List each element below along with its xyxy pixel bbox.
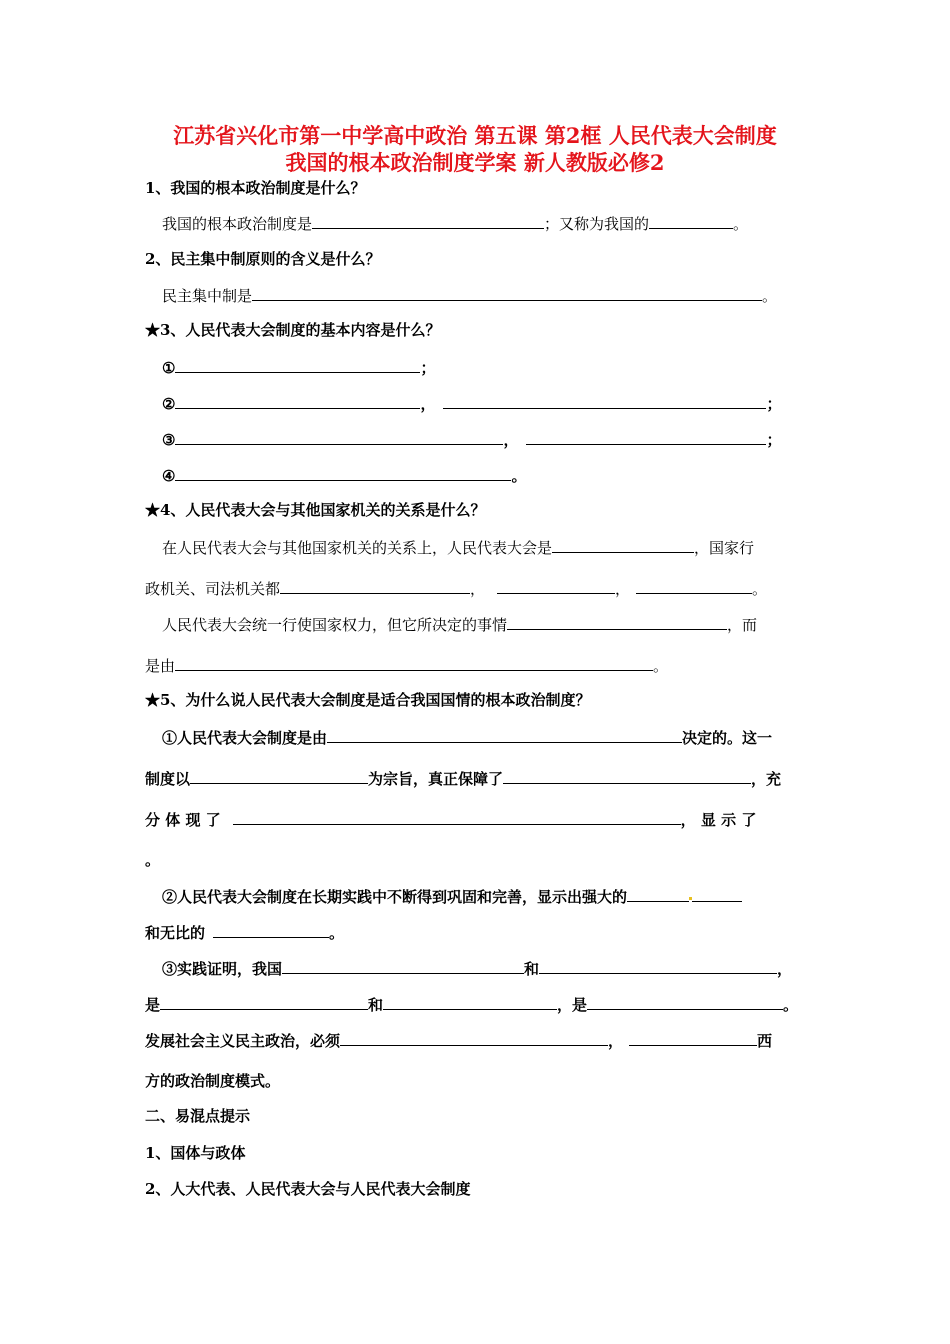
- punct: 。: [653, 657, 669, 675]
- blank-field[interactable]: [175, 357, 420, 373]
- punct: 。: [752, 580, 768, 598]
- blank-field[interactable]: [507, 614, 727, 630]
- answer-text: ，国家行: [694, 539, 755, 557]
- answer-text: 我国的根本政治制度是: [162, 215, 313, 233]
- answer-line-1: [162, 213, 748, 234]
- q5-line-9: [145, 1030, 772, 1051]
- blank-field[interactable]: [636, 578, 752, 594]
- answer-line-2: [162, 285, 777, 306]
- answer-text: ，是: [557, 996, 588, 1014]
- q5-line-5: [162, 886, 742, 907]
- blank-field[interactable]: [497, 578, 615, 594]
- q5-line-4: 。: [145, 851, 161, 869]
- punct: ，: [420, 395, 436, 413]
- answer-text: 民主集中制是: [162, 287, 253, 305]
- punct: ，: [503, 431, 519, 449]
- answer-text: 在人民代表大会与其他国家机关的关系上，人民代表大会是: [162, 539, 553, 557]
- answer-text: ，而: [727, 616, 758, 634]
- blank-field[interactable]: [190, 768, 368, 784]
- blank-field[interactable]: [213, 922, 329, 938]
- q5-line-3: [145, 809, 756, 830]
- question-5: ★5、为什么说人民代表大会制度是适合我国国情的根本政治制度？: [145, 691, 591, 709]
- q3-item-4: [162, 465, 526, 486]
- q5-line-10: 方的政治制度模式。: [145, 1072, 281, 1090]
- punct: ，: [615, 580, 631, 598]
- blank-field[interactable]: [539, 958, 777, 974]
- blank-field[interactable]: [282, 958, 524, 974]
- item-number: ③: [162, 431, 176, 449]
- blank-field[interactable]: [629, 1030, 757, 1046]
- answer-text: ②人民代表大会制度在长期实践中不断得到巩固和完善，显示出强大的: [162, 888, 628, 906]
- blank-field[interactable]: [692, 886, 742, 902]
- q5-line-1: [162, 727, 772, 748]
- question-1: 1、我国的根本政治制度是什么？: [145, 179, 366, 197]
- punct: ，: [470, 580, 486, 598]
- punct: 。: [783, 996, 799, 1014]
- blank-field[interactable]: [627, 886, 689, 902]
- answer-text: 为宗旨，真正保障了: [368, 770, 504, 788]
- question-3: ★3、人民代表大会制度的基本内容是什么？: [145, 321, 441, 339]
- q5-line-7: [162, 958, 792, 979]
- section-2-item-2: 2、人大代表、人民代表大会与人民代表大会制度: [145, 1180, 471, 1198]
- q4-para-3: [162, 614, 757, 635]
- q4-para-2: [145, 578, 767, 599]
- blank-field[interactable]: [175, 655, 653, 671]
- answer-text: 是: [145, 996, 161, 1014]
- punct: ；: [766, 395, 782, 413]
- blank-field[interactable]: [175, 465, 511, 481]
- answer-text: 西: [757, 1032, 773, 1050]
- blank-field[interactable]: [327, 727, 682, 743]
- blank-field[interactable]: [383, 994, 557, 1010]
- answer-text: 和: [368, 996, 384, 1014]
- punct: ；: [766, 431, 782, 449]
- blank-field[interactable]: [649, 213, 733, 229]
- answer-text: 是由: [145, 657, 176, 675]
- answer-text: 政机关、司法机关都: [145, 580, 281, 598]
- blank-field[interactable]: [175, 393, 420, 409]
- q5-line-8: [145, 994, 798, 1015]
- blank-field[interactable]: [340, 1030, 608, 1046]
- item-number: ④: [162, 467, 176, 485]
- blank-field[interactable]: [552, 537, 694, 553]
- blank-field[interactable]: [160, 994, 368, 1010]
- document-title-line1: 江苏省兴化市第一中学高中政治 第五课 第2框 人民代表大会制度: [173, 123, 777, 148]
- item-number: ①: [162, 359, 176, 377]
- answer-text: 。: [733, 215, 749, 233]
- q5-line-6: [145, 922, 344, 943]
- q3-item-2: [162, 393, 781, 414]
- answer-text: 决定的。这一: [682, 729, 773, 747]
- answer-text: 人民代表大会统一行使国家权力，但它所决定的事情: [162, 616, 508, 634]
- q5-line-2: [145, 768, 781, 789]
- q3-item-3: [162, 429, 781, 450]
- answer-text: ；又称为我国的: [544, 215, 650, 233]
- blank-field[interactable]: [280, 578, 470, 594]
- answer-text: 和无比的: [145, 924, 206, 942]
- answer-text: ， 显 示 了: [680, 811, 757, 829]
- punct: ，: [777, 960, 793, 978]
- document-title-line2: 我国的根本政治制度学案 新人教版必修2: [285, 150, 665, 175]
- punct: 。: [511, 467, 527, 485]
- punct: 。: [329, 924, 345, 942]
- answer-text: 。: [762, 287, 778, 305]
- punct: ；: [420, 359, 436, 377]
- blank-field[interactable]: [233, 809, 681, 825]
- answer-text: ①人民代表大会制度是由: [162, 729, 328, 747]
- blank-field[interactable]: [587, 994, 783, 1010]
- answer-text: ③实践证明，我国: [162, 960, 283, 978]
- blank-field[interactable]: [312, 213, 544, 229]
- blank-field[interactable]: [503, 768, 751, 784]
- item-number: ②: [162, 395, 176, 413]
- q4-para-1: [162, 537, 754, 558]
- question-2: 2、民主集中制原则的含义是什么？: [145, 250, 381, 268]
- q3-item-1: [162, 357, 435, 378]
- blank-field[interactable]: [252, 285, 762, 301]
- answer-text: ，充: [751, 770, 782, 788]
- answer-text: 和: [524, 960, 540, 978]
- blank-field[interactable]: [175, 429, 503, 445]
- answer-text: 发展社会主义民主政治，必须: [145, 1032, 341, 1050]
- question-4: ★4、人民代表大会与其他国家机关的关系是什么？: [145, 501, 486, 519]
- answer-text: 分 体 现 了: [145, 811, 221, 829]
- answer-text: 制度以: [145, 770, 191, 788]
- blank-field[interactable]: [526, 429, 766, 445]
- section-2-item-1: 1、国体与政体: [145, 1144, 246, 1162]
- blank-field[interactable]: [443, 393, 766, 409]
- section-2-heading: 二、易混点提示: [145, 1107, 251, 1125]
- q4-para-4: [145, 655, 668, 676]
- punct: ，: [608, 1032, 624, 1050]
